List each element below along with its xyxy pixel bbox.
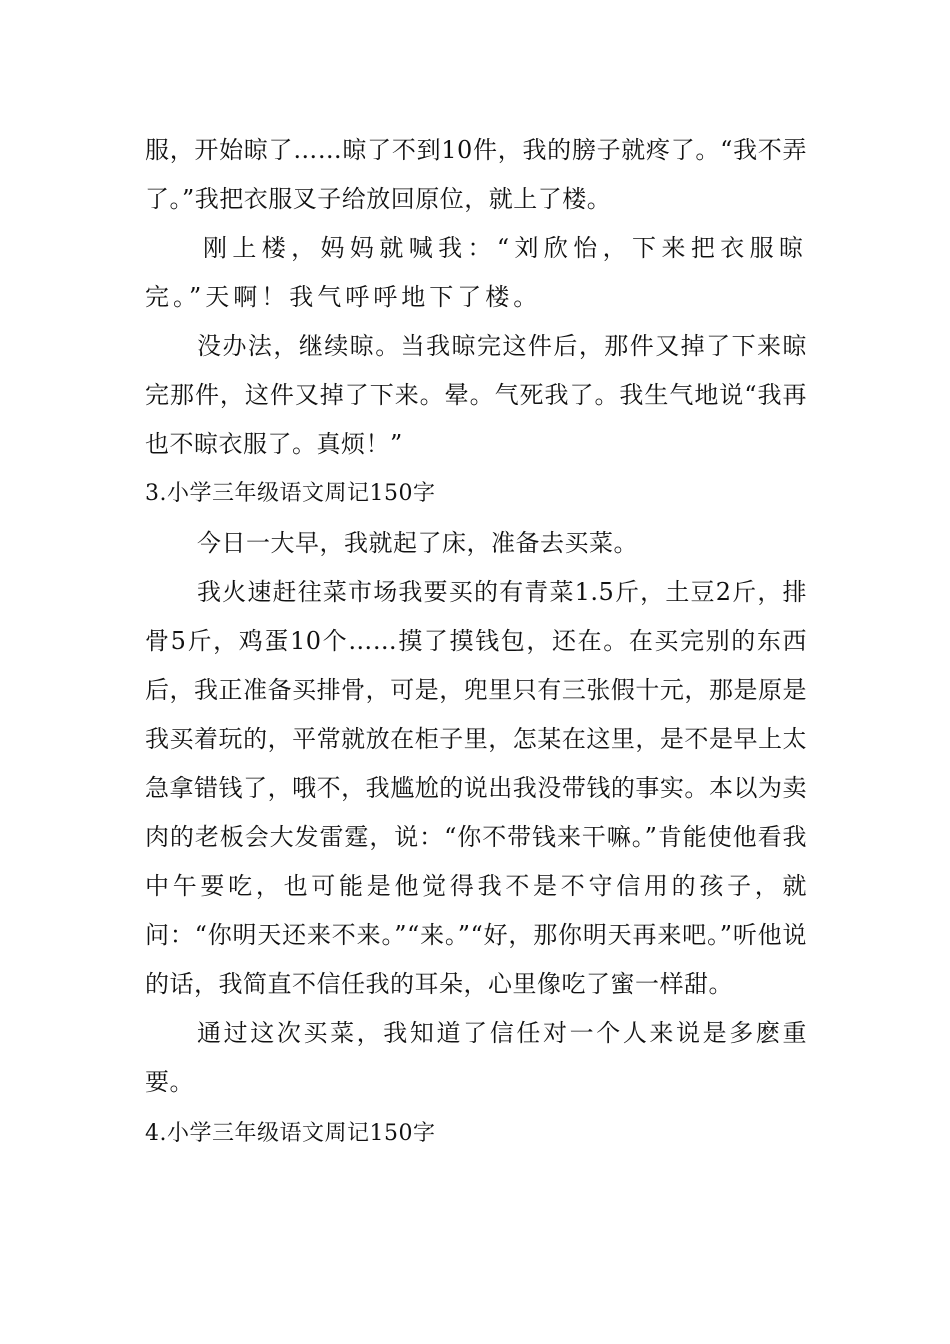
section-heading-4: 4.小学三年级语文周记150字 <box>145 1121 436 1146</box>
paragraph-market: 我火速赶往菜市场我要买的有青菜1.5斤，土豆2斤，排骨5斤，鸡蛋10个……摸了摸钱包，还在。在买完别的东西后，我正准备买排骨，可是，兜里只有三张假十元，那是原是我买着玩的，平常就放在柜子里，怎某在这里，是不是早上太急拿错钱了，哦不，我尴尬的说出我没带钱的事实。本以为卖肉的老板会大发雷霆，说：“你不带钱来干嘛。”肯能使他看我中午要吃，也可能是他觉得我不是不守信用的孩子，就问：“你明天还来不来。”“来。”“好，那你明天再来吧。”听他说的话，我简直不信任我的耳朵，心里像吃了蜜一样甜。 <box>145 578 807 998</box>
section-heading-3: 3.小学三年级语文周记150字 <box>145 481 436 506</box>
paragraph-no-choice: 没办法，继续晾。当我晾完这件后，那件又掉了下来晾完那件，这件又掉了下来。晕。气死我了。我生气地说“我再也不晾衣服了。真烦！” <box>145 332 807 458</box>
paragraph-early-morning: 今日一大早，我就起了床，准备去买菜。 <box>197 529 638 557</box>
paragraph-continuation: 服，开始晾了……晾了不到10件，我的膀子就疼了。“我不弄了。”我把衣服叉子给放回原位，就上了楼。 <box>145 136 807 213</box>
paragraph-conclusion: 通过这次买菜，我知道了信任对一个人来说是多麽重要。 <box>145 1019 807 1096</box>
paragraph-mom-calls: 刚上楼，妈妈就喊我：“刘欣怡，下来把衣服晾完。”天啊！我气呼呼地下了楼。 <box>145 234 807 311</box>
document-page <box>145 126 807 1159</box>
